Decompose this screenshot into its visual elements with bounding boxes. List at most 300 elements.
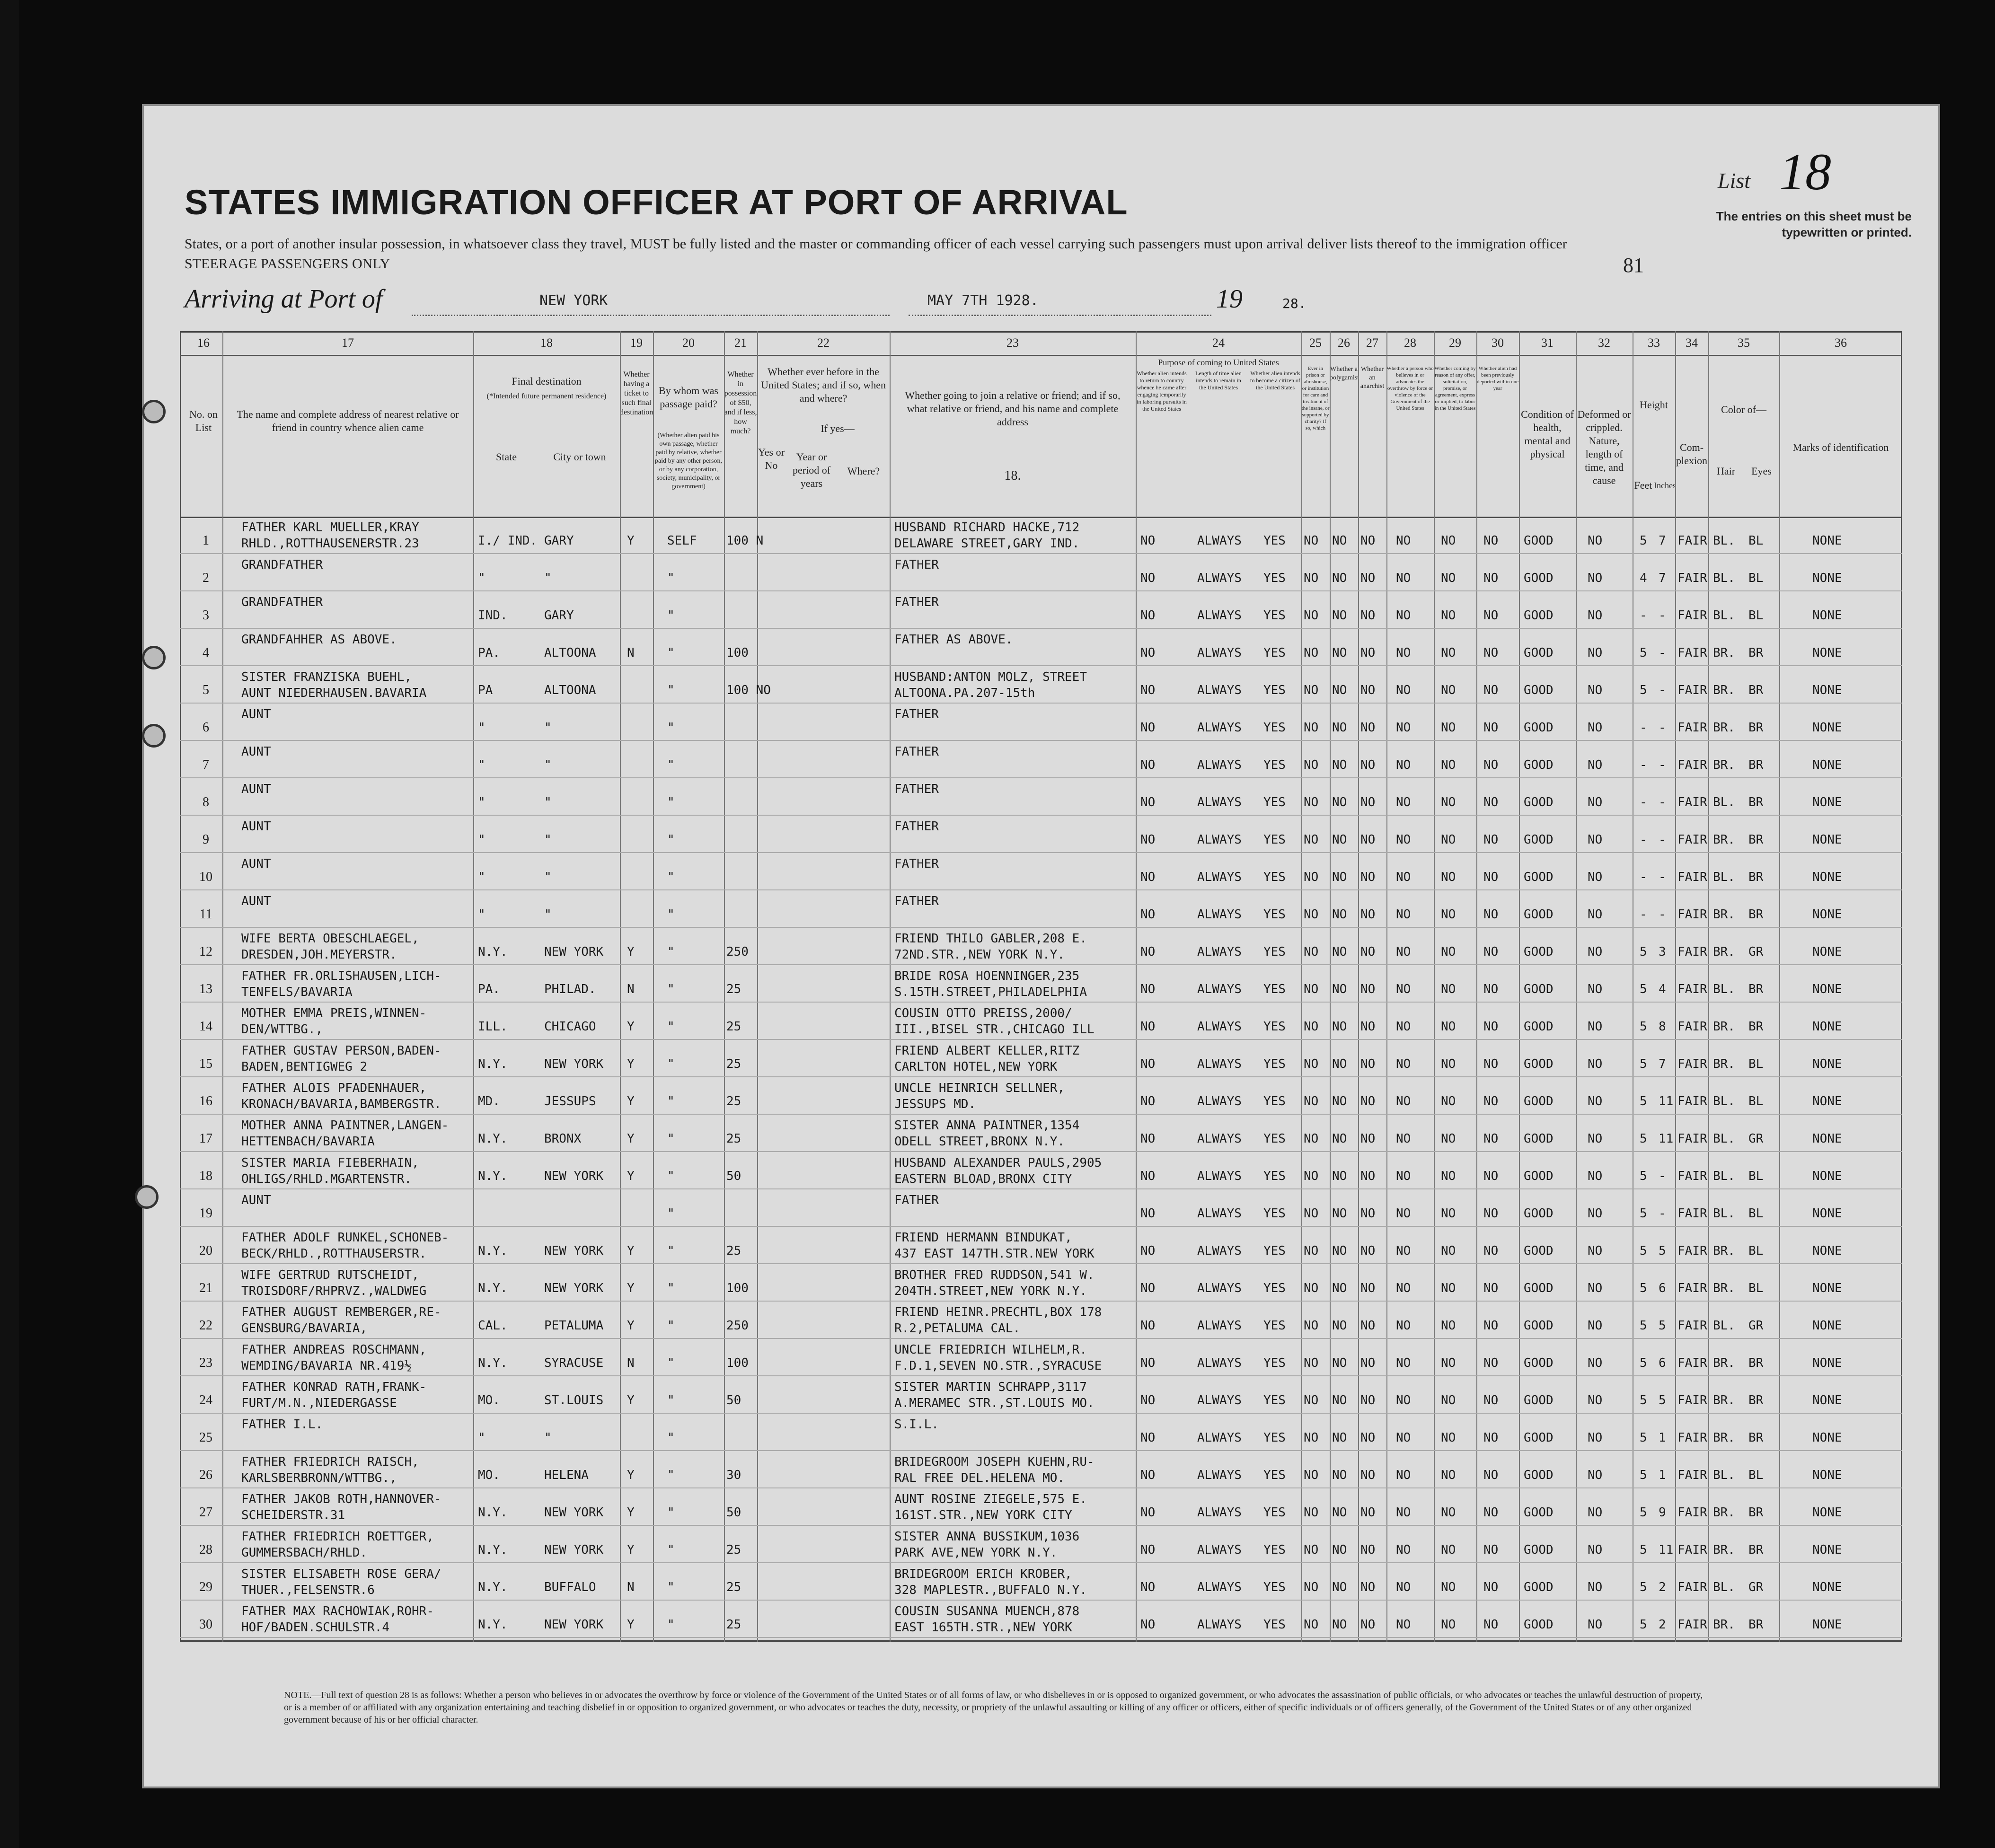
cell-c26: NO bbox=[1332, 907, 1347, 922]
cell-p1: NO bbox=[1140, 1169, 1156, 1183]
cell-c26: NO bbox=[1332, 1431, 1347, 1445]
cell-hair: BR. bbox=[1713, 907, 1735, 922]
table-row bbox=[180, 1152, 1902, 1189]
cell-c29: NO bbox=[1441, 833, 1456, 847]
cell-join: SISTER ANNA BUSSIKUM,1036 bbox=[894, 1530, 1080, 1544]
cell-complexion: FAIR bbox=[1677, 1543, 1707, 1557]
cell-passage: " bbox=[667, 1543, 675, 1557]
col-36: 36 bbox=[1835, 336, 1847, 350]
cell-complexion: FAIR bbox=[1677, 1431, 1707, 1445]
cell-c25: NO bbox=[1304, 758, 1319, 772]
cell-passage: SELF bbox=[667, 534, 697, 548]
cell-c26: NO bbox=[1332, 1580, 1347, 1594]
cell-c27: NO bbox=[1360, 907, 1376, 922]
cell-c30: NO bbox=[1483, 1132, 1499, 1146]
table-row bbox=[180, 1264, 1902, 1302]
cell-c27: NO bbox=[1360, 1057, 1376, 1071]
cell-p3: YES bbox=[1263, 945, 1286, 959]
cell-relative: FATHER KONRAD RATH,FRANK- bbox=[241, 1380, 427, 1394]
cell-c27: NO bbox=[1360, 1281, 1376, 1295]
cell-complexion: FAIR bbox=[1677, 1244, 1707, 1258]
cell-eyes: BL bbox=[1748, 1468, 1764, 1482]
cell-join: BRIDEGROOM ERICH KROBER, bbox=[894, 1567, 1072, 1581]
cell-marks: NONE bbox=[1812, 1244, 1842, 1258]
cell-no: 18 bbox=[199, 1169, 212, 1183]
page-title: STATES IMMIGRATION OFFICER AT PORT OF ARRIVAL bbox=[185, 183, 1128, 222]
col-24: 24 bbox=[1212, 336, 1225, 350]
cell-c29: NO bbox=[1441, 1580, 1456, 1594]
cell-marks: NONE bbox=[1812, 1580, 1842, 1594]
cell-c26: NO bbox=[1332, 1132, 1347, 1146]
cell-c25: NO bbox=[1304, 1618, 1319, 1632]
cell-passage: " bbox=[667, 1468, 675, 1482]
cell-relative: FATHER ADOLF RUNKEL,SCHONEB- bbox=[241, 1231, 449, 1245]
cell-join2: DELAWARE STREET,GARY IND. bbox=[894, 537, 1080, 551]
cell-eyes: BL bbox=[1748, 608, 1764, 623]
cell-feet: 5 bbox=[1640, 1206, 1647, 1221]
heading-final-note: (*Intended future permanent residence) bbox=[486, 392, 607, 400]
cell-join: BROTHER FRED RUDDSON,541 W. bbox=[894, 1268, 1095, 1282]
cell-join2: A.MERAMEC STR.,ST.LOUIS MO. bbox=[894, 1396, 1095, 1410]
cell-hair: BR. bbox=[1713, 1618, 1735, 1632]
cell-feet: 5 bbox=[1640, 1169, 1647, 1183]
cell-p2: ALWAYS bbox=[1197, 758, 1242, 772]
cell-no: 8 bbox=[203, 795, 209, 810]
cell-c26: NO bbox=[1332, 758, 1347, 772]
page-number: 81 bbox=[1623, 254, 1644, 277]
cell-marks: NONE bbox=[1812, 1020, 1842, 1034]
cell-city: PHILAD. bbox=[544, 982, 596, 996]
cell-relative: SISTER ELISABETH ROSE GERA/ bbox=[241, 1567, 441, 1581]
cell-health: GOOD bbox=[1524, 534, 1554, 548]
cell-health: GOOD bbox=[1524, 795, 1554, 810]
cell-c25: NO bbox=[1304, 982, 1319, 996]
cell-complexion: FAIR bbox=[1677, 1206, 1707, 1221]
cell-join: FATHER bbox=[894, 894, 939, 908]
cell-join2: F.D.1,SEVEN NO.STR.,SYRACUSE bbox=[894, 1359, 1102, 1373]
cell-eyes: BR bbox=[1748, 683, 1764, 697]
cell-c27: NO bbox=[1360, 982, 1376, 996]
cell-hair: BR. bbox=[1713, 721, 1735, 735]
heading-if-yes: If yes— bbox=[821, 422, 855, 434]
cell-p3: YES bbox=[1263, 721, 1286, 735]
cell-c26: NO bbox=[1332, 1468, 1347, 1482]
binder-hole bbox=[135, 1185, 159, 1209]
cell-c25: NO bbox=[1304, 1169, 1319, 1183]
cell-p3: YES bbox=[1263, 907, 1286, 922]
cell-ticket: Y bbox=[627, 1281, 635, 1295]
cell-c28: NO bbox=[1396, 1132, 1411, 1146]
cell-relative: FATHER I.L. bbox=[241, 1417, 323, 1432]
table-row bbox=[180, 928, 1902, 965]
cell-c30: NO bbox=[1483, 1020, 1499, 1034]
cell-inches: - bbox=[1659, 795, 1666, 810]
heading-purpose-length: Length of time alien intends to remain in the United States bbox=[1195, 370, 1242, 391]
cell-c26: NO bbox=[1332, 795, 1347, 810]
table-row bbox=[180, 704, 1902, 741]
cell-c25: NO bbox=[1304, 945, 1319, 959]
cell-inches: 7 bbox=[1659, 1057, 1666, 1071]
cell-health: GOOD bbox=[1524, 870, 1554, 884]
cell-c29: NO bbox=[1441, 1206, 1456, 1221]
cell-health: GOOD bbox=[1524, 721, 1554, 735]
cell-inches: 7 bbox=[1659, 571, 1666, 585]
cell-c27: NO bbox=[1360, 1319, 1376, 1333]
cell-c28: NO bbox=[1396, 1281, 1411, 1295]
cell-c28: NO bbox=[1396, 683, 1411, 697]
cell-c28: NO bbox=[1396, 1094, 1411, 1109]
cell-join: FATHER AS ABOVE. bbox=[894, 633, 1013, 647]
cell-c28: NO bbox=[1396, 945, 1411, 959]
cell-p3: YES bbox=[1263, 1020, 1286, 1034]
cell-c26: NO bbox=[1332, 945, 1347, 959]
cell-eyes: BL bbox=[1748, 1057, 1764, 1071]
cell-hair: BR. bbox=[1713, 1393, 1735, 1408]
cell-complexion: FAIR bbox=[1677, 608, 1707, 623]
cell-relative2: DRESDEN,JOH.MEYERSTR. bbox=[241, 948, 397, 962]
list-note: The entries on this sheet must be typewritten or printed. bbox=[1716, 209, 1912, 239]
cell-complexion: FAIR bbox=[1677, 646, 1707, 660]
table-row bbox=[180, 890, 1902, 928]
cell-passage: " bbox=[667, 1505, 675, 1520]
heading-joining-num: 18. bbox=[1004, 468, 1021, 483]
cell-deformed: NO bbox=[1588, 1356, 1603, 1370]
cell-c30: NO bbox=[1483, 1431, 1499, 1445]
cell-health: GOOD bbox=[1524, 1468, 1554, 1482]
cell-p2: ALWAYS bbox=[1197, 945, 1242, 959]
cell-c27: NO bbox=[1360, 646, 1376, 660]
column-numbers bbox=[180, 331, 1902, 356]
cell-marks: NONE bbox=[1812, 534, 1842, 548]
cell-passage: " bbox=[667, 1057, 675, 1071]
cell-c25: NO bbox=[1304, 1505, 1319, 1520]
cell-p1: NO bbox=[1140, 608, 1156, 623]
cell-hair: BR. bbox=[1713, 1057, 1735, 1071]
cell-c30: NO bbox=[1483, 1543, 1499, 1557]
cell-money: 50 bbox=[726, 1505, 742, 1520]
cell-p2: ALWAYS bbox=[1197, 982, 1242, 996]
cell-join: FATHER bbox=[894, 782, 939, 796]
cell-complexion: FAIR bbox=[1677, 721, 1707, 735]
cell-c25: NO bbox=[1304, 870, 1319, 884]
binder-hole bbox=[142, 724, 166, 748]
cell-state: " bbox=[478, 795, 486, 810]
cell-c25: NO bbox=[1304, 1468, 1319, 1482]
cell-city: NEW YORK bbox=[544, 1618, 604, 1632]
cell-relative: AUNT bbox=[241, 707, 271, 722]
cell-relative: FATHER ALOIS PFADENHAUER, bbox=[241, 1081, 427, 1095]
cell-p1: NO bbox=[1140, 1468, 1156, 1482]
cell-money: 100 NO bbox=[726, 683, 771, 697]
cell-p3: YES bbox=[1263, 1580, 1286, 1594]
cell-relative: AUNT bbox=[241, 782, 271, 796]
cell-complexion: FAIR bbox=[1677, 833, 1707, 847]
cell-health: GOOD bbox=[1524, 1505, 1554, 1520]
cell-join: FRIEND HEINR.PRECHTL,BOX 178 bbox=[894, 1305, 1102, 1320]
cell-relative: AUNT bbox=[241, 819, 271, 834]
cell-join: UNCLE HEINRICH SELLNER, bbox=[894, 1081, 1065, 1095]
cell-no: 1 bbox=[203, 533, 209, 548]
cell-relative2: BECK/RHLD.,ROTTHAUSERSTR. bbox=[241, 1247, 427, 1261]
cell-passage: " bbox=[667, 1618, 675, 1632]
cell-hair: BL. bbox=[1713, 1169, 1735, 1183]
cell-c25: NO bbox=[1304, 1206, 1319, 1221]
cell-c26: NO bbox=[1332, 721, 1347, 735]
cell-state: I./ IND. bbox=[478, 534, 538, 548]
cell-health: GOOD bbox=[1524, 1356, 1554, 1370]
cell-passage: " bbox=[667, 571, 675, 585]
cell-relative: FATHER KARL MUELLER,KRAY bbox=[241, 520, 419, 535]
cell-relative2: DEN/WTTBG., bbox=[241, 1022, 323, 1037]
cell-p3: YES bbox=[1263, 1468, 1286, 1482]
cell-c25: NO bbox=[1304, 833, 1319, 847]
cell-eyes: BR bbox=[1748, 1431, 1764, 1445]
heading-where: Where? bbox=[847, 465, 880, 477]
cell-inches: - bbox=[1659, 907, 1666, 922]
col-29: 29 bbox=[1449, 336, 1461, 350]
cell-join: SISTER ANNA PAINTNER,1354 bbox=[894, 1118, 1080, 1133]
cell-c27: NO bbox=[1360, 571, 1376, 585]
cell-relative: MOTHER EMMA PREIS,WINNEN- bbox=[241, 1006, 427, 1021]
cell-join: S.I.L. bbox=[894, 1417, 939, 1432]
cell-state: MD. bbox=[478, 1094, 500, 1109]
cell-passage: " bbox=[667, 1281, 675, 1295]
cell-c26: NO bbox=[1332, 1319, 1347, 1333]
cell-complexion: FAIR bbox=[1677, 982, 1707, 996]
cell-p3: YES bbox=[1263, 1505, 1286, 1520]
table-row bbox=[180, 591, 1902, 629]
cell-city: ALTOONA bbox=[544, 646, 596, 660]
port-value: NEW YORK bbox=[539, 292, 608, 309]
cell-feet: - bbox=[1640, 608, 1647, 623]
cell-complexion: FAIR bbox=[1677, 1057, 1707, 1071]
cell-deformed: NO bbox=[1588, 795, 1603, 810]
cell-feet: 5 bbox=[1640, 1244, 1647, 1258]
cell-city: NEW YORK bbox=[544, 1281, 604, 1295]
cell-p1: NO bbox=[1140, 870, 1156, 884]
cell-p2: ALWAYS bbox=[1197, 870, 1242, 884]
cell-deformed: NO bbox=[1588, 721, 1603, 735]
class-line: STEERAGE PASSENGERS ONLY bbox=[185, 256, 390, 272]
cell-hair: BL. bbox=[1713, 1206, 1735, 1221]
cell-eyes: GR bbox=[1748, 1580, 1764, 1594]
cell-hair: BL. bbox=[1713, 982, 1735, 996]
cell-relative: AUNT bbox=[241, 745, 271, 759]
cell-hair: BL. bbox=[1713, 870, 1735, 884]
cell-c25: NO bbox=[1304, 795, 1319, 810]
cell-eyes: GR bbox=[1748, 1132, 1764, 1146]
cell-passage: " bbox=[667, 758, 675, 772]
cell-state: N.Y. bbox=[478, 1244, 508, 1258]
cell-c30: NO bbox=[1483, 982, 1499, 996]
cell-c26: NO bbox=[1332, 534, 1347, 548]
cell-feet: 5 bbox=[1640, 1356, 1647, 1370]
cell-marks: NONE bbox=[1812, 982, 1842, 996]
cell-ticket: Y bbox=[627, 1468, 635, 1482]
year-suffix: 28. bbox=[1282, 296, 1306, 311]
cell-c28: NO bbox=[1396, 1356, 1411, 1370]
cell-relative2: KRONACH/BAVARIA,BAMBERGSTR. bbox=[241, 1097, 441, 1111]
cell-relative: FATHER JAKOB ROTH,HANNOVER- bbox=[241, 1492, 441, 1506]
cell-p2: ALWAYS bbox=[1197, 1094, 1242, 1109]
cell-deformed: NO bbox=[1588, 833, 1603, 847]
cell-city: " bbox=[544, 833, 552, 847]
heading-complexion: Com- plexion bbox=[1676, 441, 1707, 466]
heading-height: Height bbox=[1640, 399, 1668, 411]
cell-c26: NO bbox=[1332, 1244, 1347, 1258]
cell-passage: " bbox=[667, 1580, 675, 1594]
col-27: 27 bbox=[1366, 336, 1378, 350]
cell-c30: NO bbox=[1483, 1505, 1499, 1520]
cell-money: 25 bbox=[726, 1543, 742, 1557]
cell-deformed: NO bbox=[1588, 1169, 1603, 1183]
cell-ticket: Y bbox=[627, 1319, 635, 1333]
cell-ticket: N bbox=[627, 1580, 635, 1594]
table-row bbox=[180, 1451, 1902, 1488]
cell-c26: NO bbox=[1332, 1505, 1347, 1520]
cell-c28: NO bbox=[1396, 795, 1411, 810]
cell-city: " bbox=[544, 795, 552, 810]
cell-marks: NONE bbox=[1812, 1468, 1842, 1482]
cell-p1: NO bbox=[1140, 571, 1156, 585]
cell-relative2: OHLIGS/RHLD.MGARTENSTR. bbox=[241, 1172, 412, 1186]
cell-p3: YES bbox=[1263, 1393, 1286, 1408]
cell-c26: NO bbox=[1332, 1356, 1347, 1370]
cell-ticket: N bbox=[627, 982, 635, 996]
footnote: NOTE.—Full text of question 28 is as follows: Whether a person who believes in or advocates the overthrow by force or violence of the Government of the United States or of all forms of law, or who disbelieves in or is opposed to organized government, or who advocates the assassination of public officials, or who advocates or teaches the unlawful destruction of property, or is a member of or affiliated with any organization entertaining and teaching disbelief in or opposition to organized government, or who advocates or teaches the duty, necessity, or propriety of the unlawful assaulting or killing of any officer or officers, either of specific individuals or of officers generally, of the Government of the United States or of any other organized government because of his or her official character. bbox=[284, 1690, 1703, 1725]
heading-years: Year or period of years bbox=[792, 451, 831, 489]
cell-city: " bbox=[544, 870, 552, 884]
col-30: 30 bbox=[1492, 336, 1504, 350]
heading-passage-note: (Whether alien paid his own passage, whether paid by relative, whether paid by any other person, or by any corporation, society, municipality, or government) bbox=[655, 432, 722, 490]
cell-deformed: NO bbox=[1588, 646, 1603, 660]
cell-c26: NO bbox=[1332, 683, 1347, 697]
cell-c27: NO bbox=[1360, 683, 1376, 697]
cell-complexion: FAIR bbox=[1677, 1356, 1707, 1370]
cell-ticket: Y bbox=[627, 1132, 635, 1146]
cell-c25: NO bbox=[1304, 1319, 1319, 1333]
cell-no: 14 bbox=[199, 1019, 212, 1034]
table-row bbox=[180, 1488, 1902, 1526]
cell-no: 11 bbox=[199, 907, 212, 922]
cell-c29: NO bbox=[1441, 1281, 1456, 1295]
cell-p1: NO bbox=[1140, 1543, 1156, 1557]
cell-c29: NO bbox=[1441, 1543, 1456, 1557]
cell-health: GOOD bbox=[1524, 1281, 1554, 1295]
cell-c28: NO bbox=[1396, 608, 1411, 623]
cell-c25: NO bbox=[1304, 683, 1319, 697]
heading-yes-no: Yes or No bbox=[758, 446, 785, 471]
cell-c26: NO bbox=[1332, 1393, 1347, 1408]
cell-join: BRIDE ROSA HOENNINGER,235 bbox=[894, 969, 1080, 983]
cell-relative2: GUMMERSBACH/RHLD. bbox=[241, 1546, 368, 1560]
cell-p2: ALWAYS bbox=[1197, 1206, 1242, 1221]
cell-c28: NO bbox=[1396, 1393, 1411, 1408]
cell-p3: YES bbox=[1263, 1618, 1286, 1632]
cell-c30: NO bbox=[1483, 870, 1499, 884]
cell-relative: FATHER AUGUST REMBERGER,RE- bbox=[241, 1305, 441, 1320]
cell-c25: NO bbox=[1304, 1244, 1319, 1258]
cell-no: 30 bbox=[199, 1617, 212, 1632]
cell-state: N.Y. bbox=[478, 1543, 508, 1557]
cell-eyes: BR bbox=[1748, 1543, 1764, 1557]
cell-relative2: HOF/BADEN.SCHULSTR.4 bbox=[241, 1620, 390, 1635]
cell-city: NEW YORK bbox=[544, 1169, 604, 1183]
cell-ticket: Y bbox=[627, 1543, 635, 1557]
cell-no: 25 bbox=[199, 1430, 212, 1445]
cell-c25: NO bbox=[1304, 1543, 1319, 1557]
col-26: 26 bbox=[1338, 336, 1350, 350]
cell-city: " bbox=[544, 758, 552, 772]
cell-c28: NO bbox=[1396, 758, 1411, 772]
cell-complexion: FAIR bbox=[1677, 1020, 1707, 1034]
cell-p3: YES bbox=[1263, 1244, 1286, 1258]
cell-money: 30 bbox=[726, 1468, 742, 1482]
cell-marks: NONE bbox=[1812, 1543, 1842, 1557]
cell-no: 7 bbox=[203, 757, 209, 772]
cell-ticket: Y bbox=[627, 1505, 635, 1520]
cell-c25: NO bbox=[1304, 646, 1319, 660]
cell-relative: FATHER FRIEDRICH RAISCH, bbox=[241, 1455, 419, 1469]
cell-money: 25 bbox=[726, 1094, 742, 1109]
cell-city: NEW YORK bbox=[544, 1057, 604, 1071]
cell-city: JESSUPS bbox=[544, 1094, 596, 1109]
cell-deformed: NO bbox=[1588, 907, 1603, 922]
cell-c25: NO bbox=[1304, 907, 1319, 922]
cell-p3: YES bbox=[1263, 758, 1286, 772]
cell-money: 25 bbox=[726, 1057, 742, 1071]
cell-relative2: TROISDORF/RHPRVZ.,WALDWEG bbox=[241, 1284, 427, 1298]
cell-eyes: BL bbox=[1748, 1244, 1764, 1258]
cell-c29: NO bbox=[1441, 1468, 1456, 1482]
cell-p1: NO bbox=[1140, 982, 1156, 996]
table-row bbox=[180, 778, 1902, 816]
cell-p2: ALWAYS bbox=[1197, 1393, 1242, 1408]
cell-p1: NO bbox=[1140, 907, 1156, 922]
cell-deformed: NO bbox=[1588, 571, 1603, 585]
cell-health: GOOD bbox=[1524, 571, 1554, 585]
cell-health: GOOD bbox=[1524, 1618, 1554, 1632]
cell-no: 4 bbox=[203, 645, 209, 660]
table-row bbox=[180, 1302, 1902, 1339]
cell-passage: " bbox=[667, 1244, 675, 1258]
cell-eyes: BL bbox=[1748, 1206, 1764, 1221]
cell-c29: NO bbox=[1441, 721, 1456, 735]
cell-c26: NO bbox=[1332, 608, 1347, 623]
heading-polygamist: Whether a polygamist bbox=[1330, 366, 1359, 381]
cell-marks: NONE bbox=[1812, 1356, 1842, 1370]
cell-c27: NO bbox=[1360, 1618, 1376, 1632]
binder-hole bbox=[142, 646, 166, 669]
cell-p1: NO bbox=[1140, 1618, 1156, 1632]
cell-no: 23 bbox=[199, 1355, 212, 1370]
cell-c26: NO bbox=[1332, 1169, 1347, 1183]
col-33: 33 bbox=[1648, 336, 1660, 350]
cell-c29: NO bbox=[1441, 683, 1456, 697]
cell-join2: R.2,PETALUMA CAL. bbox=[894, 1321, 1021, 1336]
cell-p2: ALWAYS bbox=[1197, 571, 1242, 585]
cell-money: 25 bbox=[726, 1618, 742, 1632]
cell-hair: BR. bbox=[1713, 683, 1735, 697]
cell-city: PETALUMA bbox=[544, 1319, 604, 1333]
cell-no: 20 bbox=[199, 1243, 212, 1258]
cell-p3: YES bbox=[1263, 1169, 1286, 1183]
cell-feet: - bbox=[1640, 758, 1647, 772]
heading-inches: Inches bbox=[1654, 481, 1676, 490]
cell-p1: NO bbox=[1140, 945, 1156, 959]
cell-c27: NO bbox=[1360, 721, 1376, 735]
cell-relative: AUNT bbox=[241, 857, 271, 871]
